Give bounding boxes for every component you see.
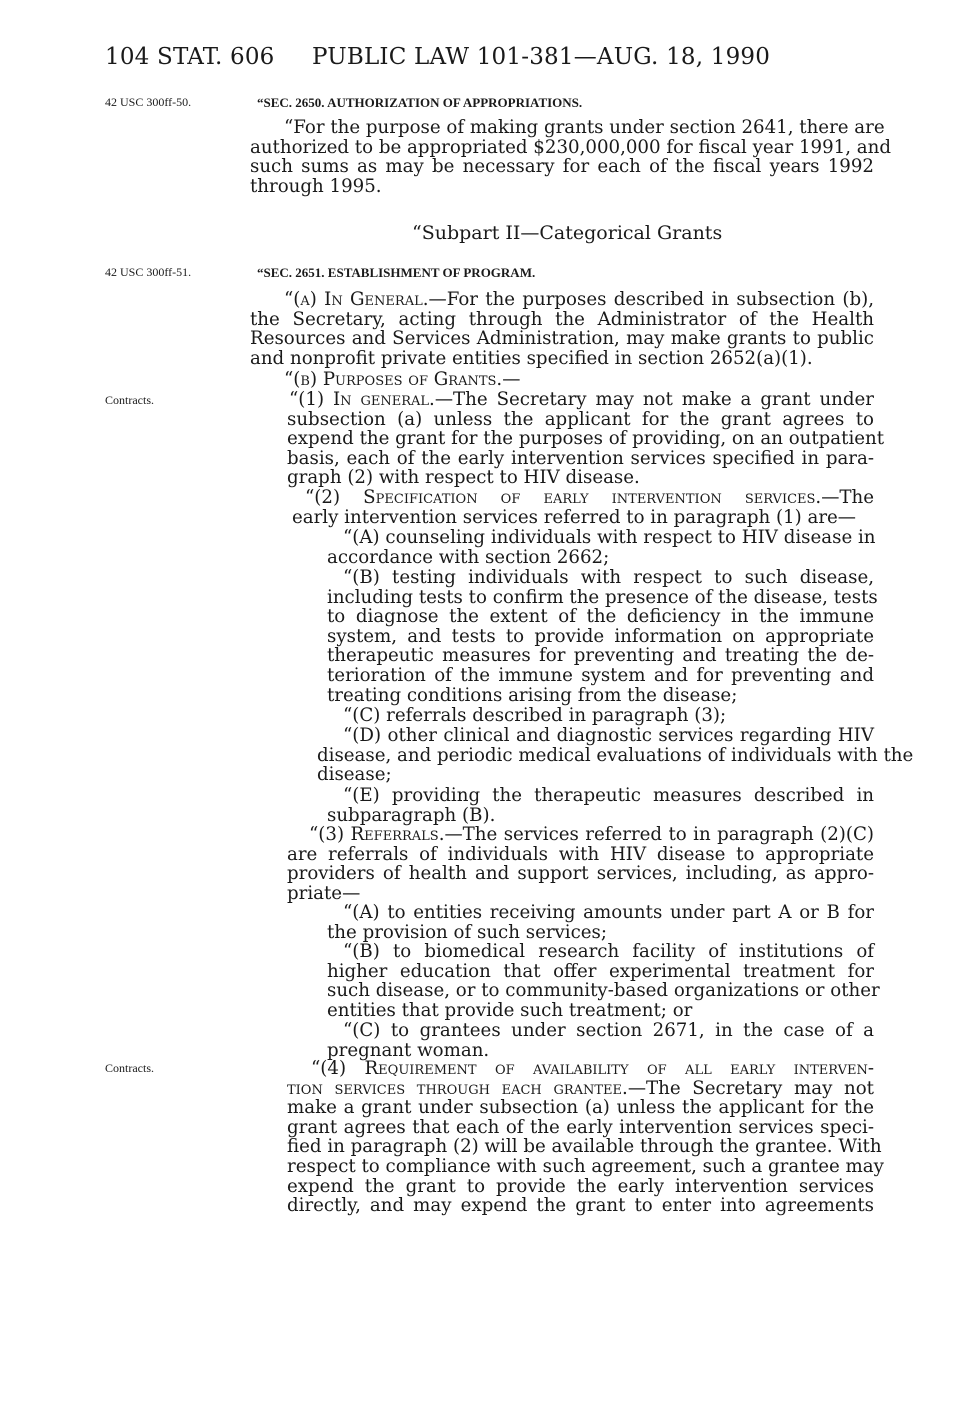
text-line: “(A) counseling individuals with respect to HIV disease in	[343, 527, 876, 548]
text-line: “(C) referrals described in paragraph (3);	[343, 705, 727, 726]
text-line	[287, 390, 874, 410]
section-2650-paragraph	[250, 117, 892, 197]
clause-2-A	[327, 528, 874, 567]
text-line: the provision of such services;	[327, 921, 608, 943]
clause-3-B	[327, 941, 880, 1021]
section-2651-heading: “SEC. 2651. ESTABLISHMENT OF PROGRAM.	[257, 265, 536, 280]
paragraph-1	[287, 389, 885, 489]
text-line: to diagnose the extent of the deficiency in the immune	[327, 606, 874, 628]
text-line: authorized to be appropriated $230,000,000 for fiscal year 1991, and	[250, 136, 892, 158]
text-line: higher education that offer experimental treatment for	[327, 960, 874, 982]
text-line: expend the grant for the purposes of providing, on an outpatient	[287, 428, 885, 450]
text-line: basis, each of the early intervention services specified in para-	[287, 447, 874, 469]
text-line: the Secretary, acting through the Administrator of the Health	[250, 308, 874, 330]
text-line: treating conditions arising from the disease;	[327, 684, 738, 706]
subsection-b-label: “(b) Purposes of Grants.	[284, 369, 503, 390]
text-line	[284, 370, 520, 390]
text-line: respect to compliance with such agreement, such a grantee may	[287, 1155, 884, 1177]
margin-note-usc-2650: 42 USC 300ff-50.	[105, 95, 192, 109]
paragraph-3	[287, 825, 874, 903]
subsection-a-label: “(a) In General.	[284, 289, 429, 310]
text-line: fied in paragraph (2) will be available through the grantee. With	[287, 1136, 882, 1158]
paragraph-2	[287, 488, 874, 527]
text-line: “(A) to entities receiving amounts under part A or B for	[343, 902, 874, 923]
text-line: such sums as may be necessary for each of the fiscal years 1992	[250, 156, 874, 178]
text-line	[287, 825, 874, 845]
text-line: priate—	[287, 882, 361, 904]
text-span: —The Secretary may not	[627, 1077, 874, 1099]
text-line: such disease, or to community-based organizations or other	[327, 980, 880, 1002]
paragraph-4-label: “(4) Requirement of availability of all early interven-	[311, 1058, 874, 1079]
text-line: “(D) other clinical and diagnostic services regarding HIV	[343, 725, 874, 746]
subsection-b-heading	[284, 370, 520, 390]
text-line: “(B) testing individuals with respect to such disease,	[343, 567, 874, 588]
text-line: and nonprofit private entities specified in section 2652(a)(1).	[250, 347, 813, 369]
text-line: entities that provide such treatment; or	[327, 999, 693, 1021]
subsection-a	[250, 290, 874, 368]
text-line: through 1995.	[250, 175, 382, 197]
paragraph-2-label: “(2) Specification of early intervention services.	[305, 487, 822, 508]
text-line: grant agrees that each of the early intervention services speci-	[287, 1116, 874, 1138]
text-span: —The	[821, 487, 874, 508]
text-line: subparagraph (B).	[327, 804, 496, 826]
clause-2-E	[327, 786, 874, 825]
clause-3-C	[327, 1021, 874, 1060]
text-span: —The services referred to in paragraph (2)(C)	[444, 824, 874, 845]
text-line: early intervention services referred to in paragraph (1) are—	[292, 506, 856, 528]
clause-2-B	[327, 567, 878, 706]
clause-2-D	[317, 725, 914, 786]
text-line: are referrals of individuals with HIV disease to appropriate	[287, 843, 874, 865]
text-line: “(C) to grantees under section 2671, in the case of a	[343, 1020, 874, 1041]
public-law-header: PUBLIC LAW 101-381—AUG. 18, 1990	[312, 44, 771, 70]
text-line: accordance with section 2662;	[327, 546, 610, 568]
text-span: —The Secretary may not make a grant under	[434, 389, 874, 410]
margin-note-usc-2651: 42 USC 300ff-51.	[105, 265, 192, 279]
text-line: terioration of the immune system and for preventing and	[327, 664, 874, 686]
text-line: disease, and periodic medical evaluations of individuals with the	[317, 744, 914, 766]
text-line: pregnant woman.	[327, 1039, 490, 1061]
paragraph-4	[287, 1058, 884, 1217]
text-line	[287, 488, 874, 508]
subpart-heading: “Subpart II—Categorical Grants	[412, 222, 723, 244]
text-line: disease;	[317, 764, 392, 786]
text-line: make a grant under subsection (a) unless the applicant for the	[287, 1097, 874, 1119]
paragraph-1-label: “(1) In general.	[289, 389, 435, 410]
text-line: expend the grant to provide the early intervention services	[287, 1175, 874, 1197]
text-line: Resources and Services Administration, may make grants to public	[250, 328, 874, 350]
text-line: system, and tests to provide information on appropriate	[327, 625, 874, 647]
paragraph-4-label: tion services through each grantee.	[287, 1077, 628, 1099]
text-line	[287, 1059, 874, 1079]
text-line: subsection (a) unless the applicant for the grant agrees to	[287, 408, 874, 430]
text-span: —	[502, 369, 521, 390]
text-line: therapeutic measures for preventing and treating the de-	[327, 645, 874, 667]
text-line: providers of health and support services, including, as appro-	[287, 863, 874, 885]
text-line: “(E) providing the therapeutic measures described in	[343, 785, 874, 806]
page-stat-number: 104 STAT. 606	[105, 44, 275, 70]
clause-2-C	[343, 706, 726, 726]
text-line: directly, and may expend the grant to enter into agreements	[287, 1195, 874, 1217]
text-line: “For the purpose of making grants under section 2641, there are	[284, 117, 885, 138]
text-line: graph (2) with respect to HIV disease.	[287, 467, 640, 489]
margin-note-contracts: Contracts.	[105, 393, 154, 407]
text-line	[287, 1079, 874, 1099]
clause-3-A	[327, 903, 874, 942]
section-2650-heading: “SEC. 2650. AUTHORIZATION OF APPROPRIATIONS.	[257, 95, 583, 110]
text-span: —For the purposes described in subsection (b),	[428, 289, 874, 310]
text-line: “(B) to biomedical research facility of institutions of	[343, 941, 874, 962]
paragraph-3-label: “(3) Referrals.	[309, 824, 445, 845]
text-line: including tests to confirm the presence of the disease, tests	[327, 586, 878, 608]
margin-note-contracts: Contracts.	[105, 1061, 154, 1075]
text-line	[250, 290, 874, 310]
